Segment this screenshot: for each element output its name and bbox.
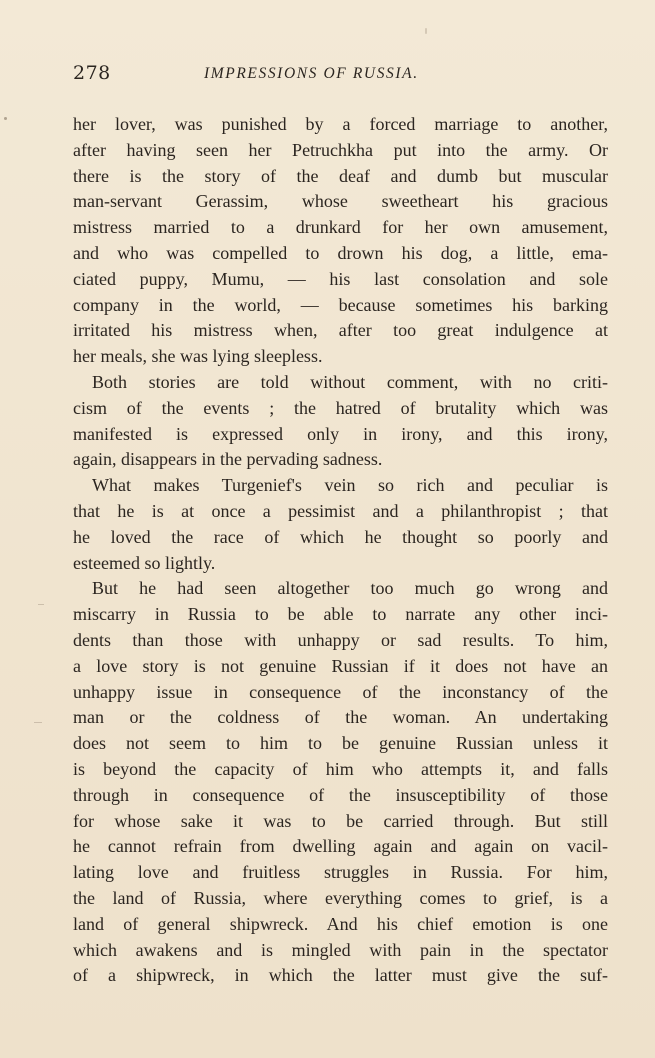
text-line: the land of Russia, where everything comes to grief, is a xyxy=(73,887,608,908)
text-line: for whose sake it was to be carried through. But still xyxy=(73,810,608,831)
text-line: Both stories are told without comment, with no criti- xyxy=(92,371,608,392)
text-line: But he had seen altogether too much go wrong and xyxy=(92,578,608,599)
text-line: land of general shipwreck. And his chief emotion is one xyxy=(73,913,608,934)
text-line: of a shipwreck, in which the latter must give the suf- xyxy=(73,965,608,986)
text-line: there is the story of the deaf and dumb but muscular xyxy=(73,165,608,186)
paper-speck xyxy=(425,28,427,34)
text-line: irritated his mistress when, after too great indulgence at xyxy=(73,320,608,341)
text-line: he loved the race of which he thought so poorly and xyxy=(73,526,608,547)
text-line: that he is at once a pessimist and a philanthropist ; that xyxy=(73,500,608,521)
text-line: man-servant Gerassim, whose sweetheart his gracious xyxy=(73,191,608,212)
text-line: and who was compelled to drown his dog, a little, ema- xyxy=(73,242,608,263)
text-line: is beyond the capacity of him who attempts it, and falls xyxy=(73,758,608,779)
text-line: miscarry in Russia to be able to narrate any other inci- xyxy=(73,604,608,625)
body-text xyxy=(73,112,608,989)
text-line: lating love and fruitless struggles in Russia. For him, xyxy=(73,862,608,883)
paper-speck xyxy=(38,604,44,605)
text-line: does not seem to him to be genuine Russian unless it xyxy=(73,733,608,754)
text-line: What makes Turgenief's vein so rich and peculiar is xyxy=(92,475,608,496)
paper-speck xyxy=(34,722,42,723)
text-line: dents than those with unhappy or sad results. To him, xyxy=(73,629,608,650)
text-line: cism of the events ; the hatred of brutality which was xyxy=(73,397,608,418)
text-line: which awakens and is mingled with pain in the spectator xyxy=(73,939,608,960)
running-head: IMPRESSIONS OF RUSSIA. xyxy=(204,65,419,82)
text-line: unhappy issue in consequence of the inconstancy of the xyxy=(73,681,608,702)
text-line: he cannot refrain from dwelling again and again on vacil- xyxy=(73,836,608,857)
text-line: through in consequence of the insusceptibility of those xyxy=(73,784,608,805)
text-line: again, disappears in the pervading sadness. xyxy=(73,449,383,470)
page-number: 278 xyxy=(73,62,111,84)
text-line: her lover, was punished by a forced marriage to another, xyxy=(73,114,608,134)
text-line: man or the coldness of the woman. An undertaking xyxy=(73,707,608,728)
text-line: esteemed so lightly. xyxy=(73,552,216,573)
text-line: mistress married to a drunkard for her own amusement, xyxy=(73,217,608,238)
page-header xyxy=(73,62,608,90)
text-line: manifested is expressed only in irony, and this irony, xyxy=(73,423,608,444)
text-line: a love story is not genuine Russian if it does not have an xyxy=(73,655,608,676)
paper-speck xyxy=(4,117,7,120)
text-line: her meals, she was lying sleepless. xyxy=(73,346,323,367)
text-line: company in the world, — because sometimes his barking xyxy=(73,294,608,315)
text-line: ciated puppy, Mumu, — his last consolation and sole xyxy=(73,268,608,289)
text-line: after having seen her Petruchkha put into the army. Or xyxy=(73,139,608,160)
